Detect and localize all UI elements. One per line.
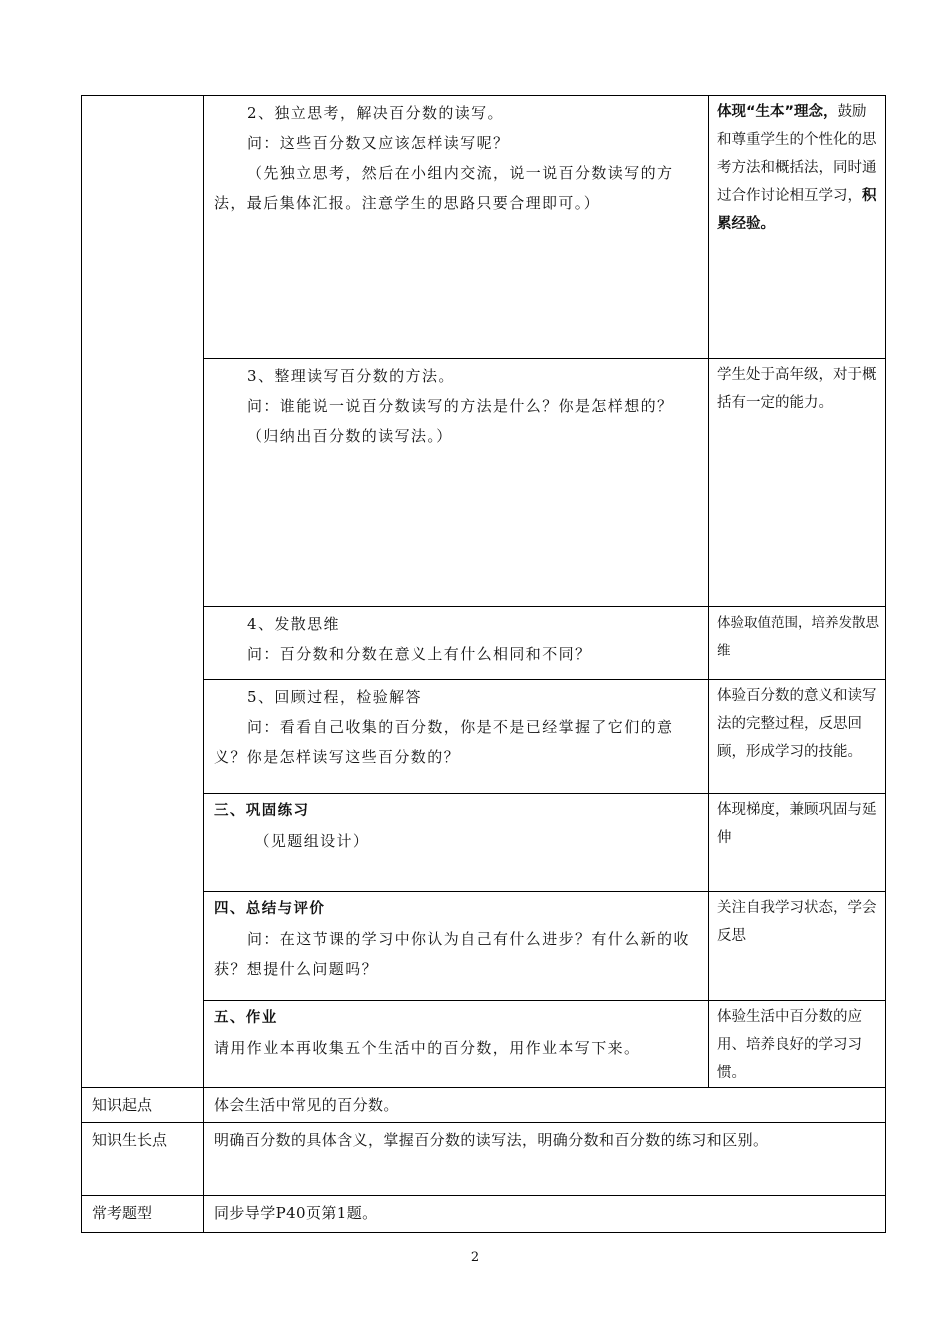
content-cell	[204, 359, 709, 607]
table-row	[82, 1196, 886, 1233]
note-cell	[709, 96, 886, 359]
page-number: 2	[470, 1250, 480, 1265]
row-content: 明确百分数的具体含义，掌握百分数的读写法，明确分数和百分数的练习和区别。	[204, 1123, 886, 1196]
question-text: 问：看看自己收集的百分数，你是不是已经掌握了它们的意义？你是怎样读写这些百分数的？	[214, 718, 674, 766]
question-text: 问：谁能说一说百分数读写的方法是什么？你是怎样想的？	[247, 397, 674, 415]
row-label: 知识生长点	[82, 1123, 204, 1196]
note-emphasis: 体现“生本”理念，	[717, 104, 838, 120]
content-cell	[204, 607, 709, 680]
note-text: 体验百分数的意义和读写法的完整过程，反思回顾，形成学习的技能。	[717, 688, 877, 760]
note-cell	[709, 680, 886, 794]
step-title: 3、整理读写百分数的方法。	[247, 367, 455, 385]
note-text: 体现梯度，兼顾巩固与延伸	[717, 802, 877, 846]
section-heading: 五、作业	[214, 1010, 278, 1026]
content-cell	[204, 96, 709, 359]
note-cell	[709, 1001, 886, 1088]
table-row	[82, 1123, 886, 1196]
note-cell	[709, 892, 886, 1001]
note-cell	[709, 607, 886, 680]
question-text: 问：这些百分数又应该怎样读写呢？	[247, 134, 510, 152]
step-title: 5、回顾过程，检验解答	[247, 688, 422, 706]
row-content: 同步导学P40页第1题。	[204, 1196, 886, 1233]
row-content: 体会生活中常见的百分数。	[204, 1088, 886, 1123]
lesson-plan-table	[81, 95, 886, 1233]
question-text: 问：在这节课的学习中你认为自己有什么进步？有什么新的收获？想提什么问题吗？	[214, 930, 690, 978]
note-text: 体验取值范围，培养发散思维	[717, 615, 879, 659]
note-text: 关注自我学习状态，学会反思	[717, 900, 877, 944]
left-blank-cell	[82, 96, 204, 1088]
instruction-text: （归纳出百分数的读写法。）	[247, 427, 453, 445]
instruction-text: （先独立思考，然后在小组内交流，说一说百分数读写的方法，最后集体汇报。注意学生的思路只要合理即可。）	[214, 164, 674, 212]
content-cell	[204, 794, 709, 892]
note-emphasis: 积累经验。	[717, 188, 877, 232]
note-cell	[709, 794, 886, 892]
note-text: 学生处于高年级，对于概括有一定的能力。	[717, 367, 877, 411]
note-text: 鼓励和尊重学生的个性化的思考方法和概括法，同时通过合作讨论相互学习，	[717, 104, 877, 204]
question-text: 问：百分数和分数在意义上有什么相同和不同？	[247, 645, 592, 663]
section-text: 请用作业本再收集五个生活中的百分数，用作业本写下来。	[214, 1039, 641, 1057]
section-text: （见题组设计）	[254, 832, 370, 850]
content-cell	[204, 680, 709, 794]
section-heading: 三、巩固练习	[214, 803, 310, 819]
step-title: 2、独立思考，解决百分数的读写。	[247, 104, 504, 122]
row-label: 常考题型	[82, 1196, 204, 1233]
note-text: 体验生活中百分数的应用、培养良好的学习习惯。	[717, 1009, 862, 1081]
content-cell	[204, 892, 709, 1001]
row-label: 知识起点	[82, 1088, 204, 1123]
step-title: 4、发散思维	[247, 615, 340, 633]
section-heading: 四、总结与评价	[214, 901, 326, 917]
content-cell	[204, 1001, 709, 1088]
table-row	[82, 96, 886, 359]
note-cell	[709, 359, 886, 607]
table-row	[82, 1088, 886, 1123]
